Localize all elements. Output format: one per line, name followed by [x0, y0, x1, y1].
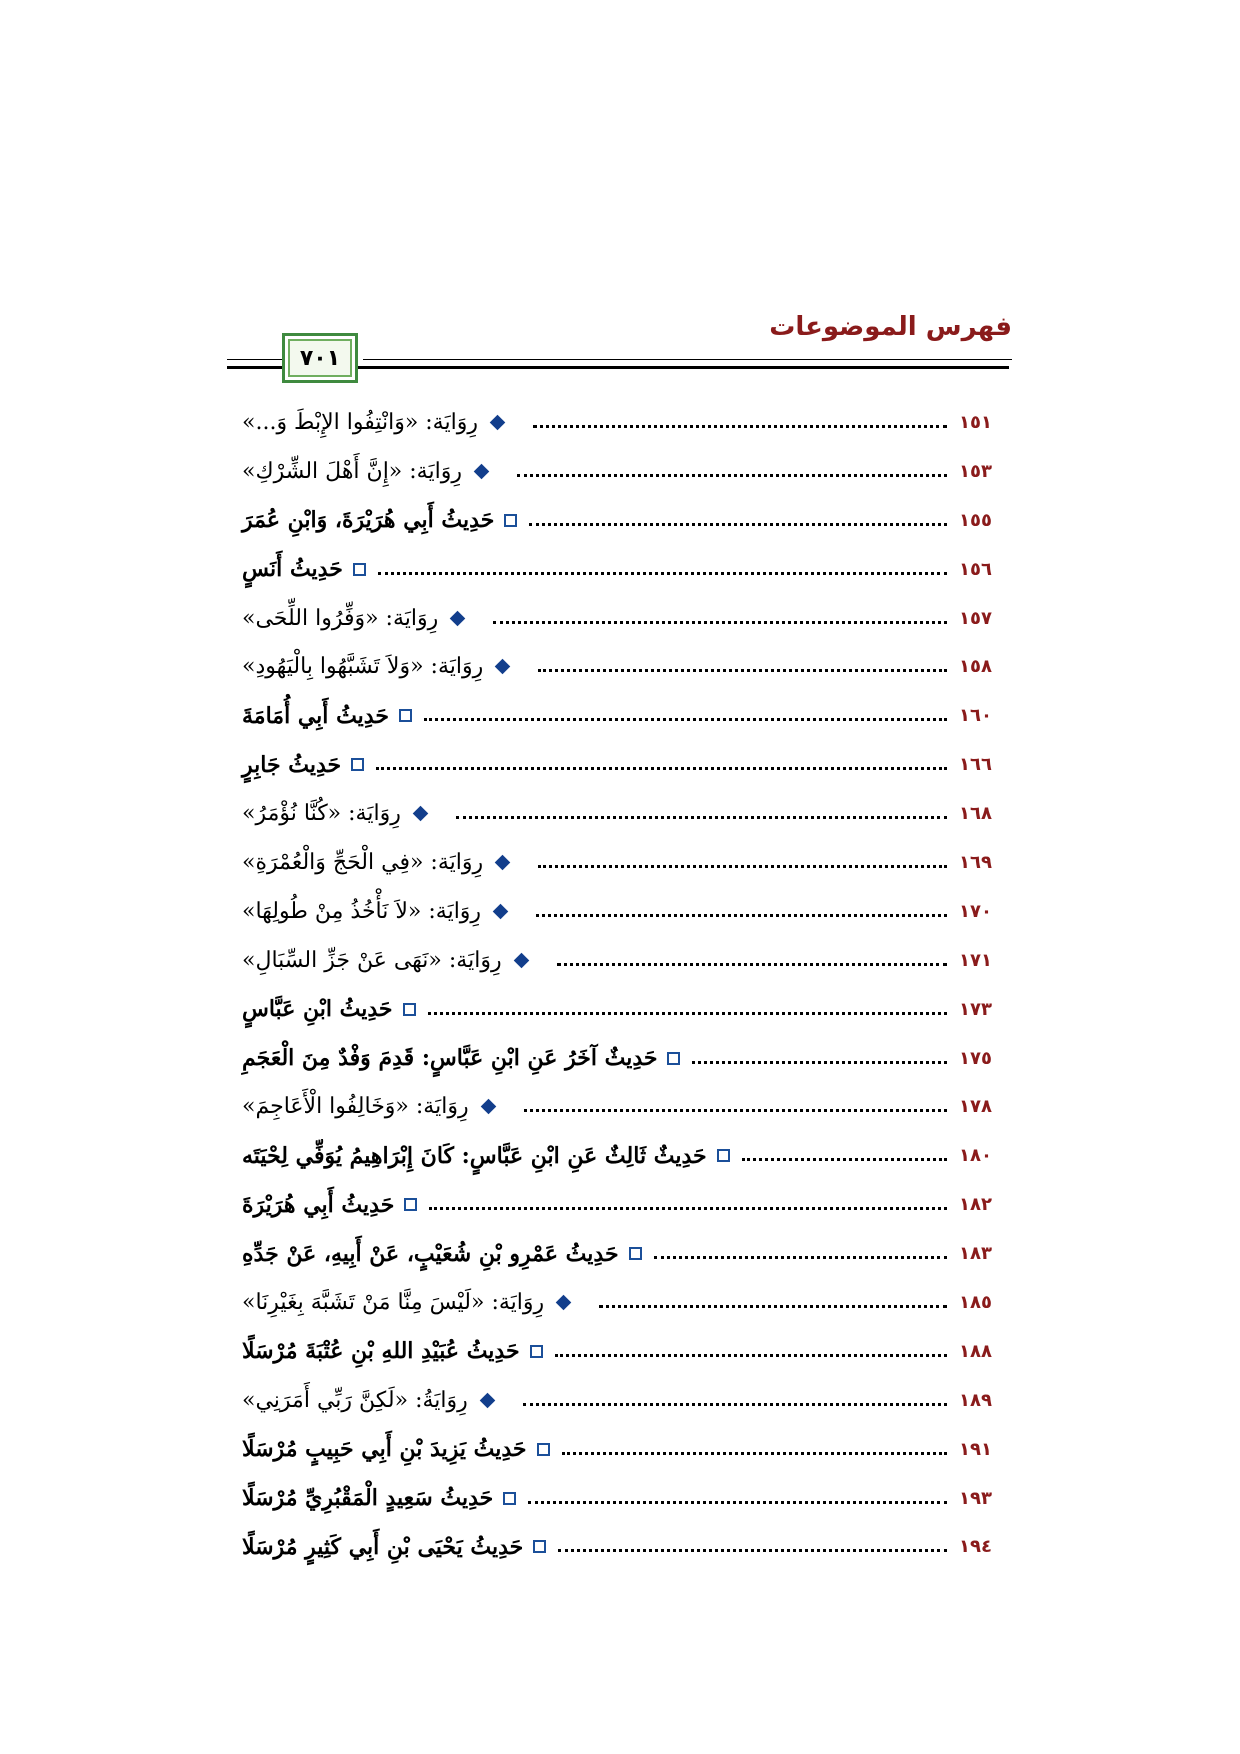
- square-bullet-icon: [667, 1052, 680, 1065]
- toc-entry-sub: [242, 410, 521, 435]
- square-bullet-icon: [404, 1198, 417, 1211]
- toc-entry-text: رِوَايَة: «كُنَّا نُؤْمَرُ»: [242, 801, 401, 827]
- toc-entry-text: رِوَايَة: «وَخَالِفُوا الْأَعَاجِمَ»: [242, 1094, 469, 1120]
- toc-entry-text: حَدِيثٌ آخَرُ عَنِ ابْنِ عَبَّاسٍ: قَدِمَ وَفْدٌ مِنَ الْعَجَمِ: [242, 1045, 658, 1072]
- toc-page-number: ١٦٦: [959, 754, 992, 776]
- toc-entry-sub: [242, 1290, 587, 1315]
- header-rule-left: [227, 359, 282, 360]
- diamond-bullet-icon: [556, 1295, 572, 1311]
- page-header-title: فهرس الموضوعات: [769, 312, 1012, 342]
- dot-leader: [524, 1097, 947, 1112]
- toc-entry-text: رِوَايَة: «وَفِّرُوا اللِّحَى»: [242, 605, 439, 631]
- toc-page-number: ١٩١: [959, 1438, 992, 1460]
- toc-entry: [242, 447, 1015, 496]
- dot-leader: [493, 609, 947, 624]
- page-number-badge: [282, 333, 358, 383]
- toc-entry-text: حَدِيثُ سَعِيدٍ الْمَقْبُرِيِّ مُرْسَلًا: [242, 1485, 494, 1512]
- dot-leader: [555, 1342, 947, 1357]
- toc-page-number: ١٥١: [959, 411, 992, 433]
- dot-leader: [424, 706, 947, 721]
- dot-leader: [557, 951, 947, 966]
- toc-page-number: ١٥٥: [959, 509, 992, 531]
- toc-entry-main: [242, 1534, 546, 1560]
- toc-page-number: ١٥٨: [959, 656, 992, 678]
- toc-entry-text: حَدِيثُ عَمْرِو بْنِ شُعَيْبٍ، عَنْ أَبِيهِ، عَنْ جَدِّهِ: [242, 1240, 619, 1267]
- toc-page-number: ١٧٣: [959, 998, 992, 1020]
- toc-entry: [242, 985, 1015, 1034]
- diamond-bullet-icon: [493, 904, 509, 920]
- toc-entry-text: حَدِيثٌ ثَالِثٌ عَنِ ابْنِ عَبَّاسٍ: كَانَ إِبْرَاهِيمُ يُوَفِّي لِحْيَتَه: [242, 1142, 707, 1169]
- toc-entry-text: حَدِيثُ جَابِرٍ: [242, 751, 342, 778]
- toc-entry-text: حَدِيثُ عُبَيْدِ اللهِ بْنِ عُتْبَةَ مُرْسَلًا: [242, 1338, 520, 1365]
- toc-entry: [242, 838, 1015, 887]
- toc-entry-sub: [242, 948, 545, 973]
- toc-entry-text: رِوَايَةُ: «لَكِنَّ رَبِّي أَمَرَنِي»: [242, 1387, 468, 1413]
- dot-leader: [456, 804, 947, 819]
- toc-entry-main: [242, 556, 366, 582]
- diamond-bullet-icon: [513, 952, 529, 968]
- toc-entry-main: [242, 1436, 550, 1462]
- square-bullet-icon: [351, 758, 364, 771]
- toc-entry-sub: [242, 1388, 511, 1413]
- toc-entry-text: حَدِيثُ أَبِي هُرَيْرَةَ، وَابْنِ عُمَرَ: [242, 507, 495, 534]
- toc-entry: [242, 594, 1015, 643]
- square-bullet-icon: [629, 1247, 642, 1260]
- diamond-bullet-icon: [474, 464, 490, 480]
- page-number: ٧٠١: [299, 345, 341, 371]
- toc-entry-text: رِوَايَة: «وَانْتِفُوا الإِبْطَ وَ...»: [242, 409, 478, 435]
- diamond-bullet-icon: [490, 415, 506, 431]
- toc-entry-text: رِوَايَة: «نَهَى عَنْ جَزِّ السِّبَالِ»: [242, 947, 502, 973]
- toc-page-number: ١٥٦: [959, 558, 992, 580]
- toc-entry: [242, 496, 1015, 545]
- toc-entry-main: [242, 507, 517, 533]
- toc-entry-text: رِوَايَة: «لَيْسَ مِنَّا مَنْ تَشَبَّهَ بِغَيْرِنَا»: [242, 1289, 545, 1315]
- toc-entry: [242, 789, 1015, 838]
- square-bullet-icon: [403, 1003, 416, 1016]
- toc-entry-main: [242, 1338, 543, 1364]
- toc-entry: [242, 691, 1015, 740]
- toc-entry-text: رِوَايَة: «لاَ نَأْخُذُ مِنْ طُولِهَا»: [242, 898, 482, 924]
- diamond-bullet-icon: [495, 659, 511, 675]
- toc-entry-sub: [242, 459, 505, 484]
- toc-entry-main: [242, 1143, 730, 1169]
- diamond-bullet-icon: [450, 610, 466, 626]
- toc-entry-text: رِوَايَة: «وَلاَ تَشَبَّهُوا بِالْيَهُودِ»: [242, 654, 484, 680]
- toc-entry-text: حَدِيثُ أَبِي هُرَيْرَةَ: [242, 1191, 395, 1218]
- toc-entry: [242, 1327, 1015, 1376]
- dot-leader: [517, 462, 947, 477]
- toc-entry: [242, 1376, 1015, 1425]
- dot-leader: [428, 1000, 948, 1015]
- toc-entry: [242, 740, 1015, 789]
- square-bullet-icon: [533, 1540, 546, 1553]
- diamond-bullet-icon: [495, 855, 511, 871]
- dot-leader: [654, 1244, 947, 1259]
- toc-entry: [242, 1425, 1015, 1474]
- dot-leader: [562, 1440, 947, 1455]
- square-bullet-icon: [353, 563, 366, 576]
- toc-entry-sub: [242, 899, 524, 924]
- square-bullet-icon: [504, 514, 517, 527]
- dot-leader: [538, 657, 947, 672]
- toc-page-number: ١٨٢: [959, 1194, 992, 1216]
- toc-entry-main: [242, 1192, 417, 1218]
- toc-entry: [242, 1229, 1015, 1278]
- toc-entry: [242, 887, 1015, 936]
- toc-page-number: ١٥٧: [959, 607, 992, 629]
- toc-entry: [242, 936, 1015, 985]
- toc-page-number: ١٧٥: [959, 1047, 992, 1069]
- table-of-contents: [242, 398, 1015, 1571]
- diamond-bullet-icon: [480, 1099, 496, 1115]
- toc-entry-main: [242, 1485, 516, 1511]
- toc-entry-text: حَدِيثُ أَنَسٍ: [242, 556, 343, 583]
- toc-entry-main: [242, 1045, 680, 1071]
- toc-entry-main: [242, 752, 364, 778]
- toc-entry-text: حَدِيثُ يَزِيدَ بْنِ أَبِي حَبِيبٍ مُرْسَلًا: [242, 1436, 527, 1463]
- square-bullet-icon: [717, 1149, 730, 1162]
- toc-entry: [242, 1180, 1015, 1229]
- toc-entry: [242, 1034, 1015, 1083]
- toc-page-number: ١٧٨: [959, 1096, 992, 1118]
- toc-page-number: ١٧٠: [959, 900, 992, 922]
- dot-leader: [429, 1195, 947, 1210]
- square-bullet-icon: [399, 709, 412, 722]
- dot-leader: [528, 1489, 947, 1504]
- diamond-bullet-icon: [480, 1392, 496, 1408]
- toc-page-number: ١٩٤: [959, 1536, 992, 1558]
- toc-page-number: ١٧١: [959, 949, 992, 971]
- diamond-bullet-icon: [413, 806, 429, 822]
- dot-leader: [742, 1146, 947, 1161]
- dot-leader: [523, 1391, 947, 1406]
- dot-leader: [538, 853, 947, 868]
- toc-entry-sub: [242, 654, 526, 679]
- toc-entry: [242, 642, 1015, 691]
- toc-page-number: ١٨٥: [959, 1291, 992, 1313]
- toc-entry: [242, 1082, 1015, 1131]
- square-bullet-icon: [530, 1345, 543, 1358]
- header-rule-thin: [363, 359, 1012, 360]
- toc-entry-main: [242, 703, 412, 729]
- dot-leader: [536, 902, 947, 917]
- toc-entry-text: رِوَايَة: «إِنَّ أَهْلَ الشِّرْكِ»: [242, 458, 462, 484]
- dot-leader: [376, 755, 947, 770]
- toc-page-number: ١٦٩: [959, 851, 992, 873]
- toc-page-number: ١٨٩: [959, 1389, 992, 1411]
- toc-entry-sub: [242, 606, 481, 631]
- toc-page-number: ١٦٠: [959, 705, 992, 727]
- toc-entry: [242, 1522, 1015, 1571]
- dot-leader: [378, 560, 947, 575]
- toc-entry: [242, 1131, 1015, 1180]
- toc-entry-sub: [242, 1094, 512, 1119]
- dot-leader: [558, 1537, 947, 1552]
- toc-page-number: ١٩٣: [959, 1487, 992, 1509]
- toc-entry-text: رِوَايَة: «فِي الْحَجِّ وَالْعُمْرَةِ»: [242, 849, 484, 875]
- toc-entry-text: حَدِيثُ يَحْيَى بْنِ أَبِي كَثِيرٍ مُرْسَلًا: [242, 1533, 524, 1560]
- toc-entry-sub: [242, 801, 444, 826]
- dot-leader: [599, 1293, 947, 1308]
- toc-page-number: ١٨٠: [959, 1145, 992, 1167]
- square-bullet-icon: [537, 1443, 550, 1456]
- toc-entry: [242, 1278, 1015, 1327]
- toc-entry: [242, 398, 1015, 447]
- toc-entry-main: [242, 996, 416, 1022]
- toc-page-number: ١٦٨: [959, 803, 992, 825]
- toc-entry: [242, 1474, 1015, 1523]
- dot-leader: [533, 413, 947, 428]
- toc-entry: [242, 545, 1015, 594]
- toc-page-number: ١٥٣: [959, 460, 992, 482]
- toc-entry-main: [242, 1241, 642, 1267]
- toc-page-number: ١٨٣: [959, 1243, 992, 1265]
- toc-entry-text: حَدِيثُ ابْنِ عَبَّاسٍ: [242, 996, 393, 1023]
- toc-page-number: ١٨٨: [959, 1340, 992, 1362]
- square-bullet-icon: [503, 1492, 516, 1505]
- toc-entry-text: حَدِيثُ أَبِي أُمَامَةَ: [242, 702, 389, 729]
- dot-leader: [529, 511, 947, 526]
- toc-entry-sub: [242, 850, 526, 875]
- dot-leader: [692, 1049, 947, 1064]
